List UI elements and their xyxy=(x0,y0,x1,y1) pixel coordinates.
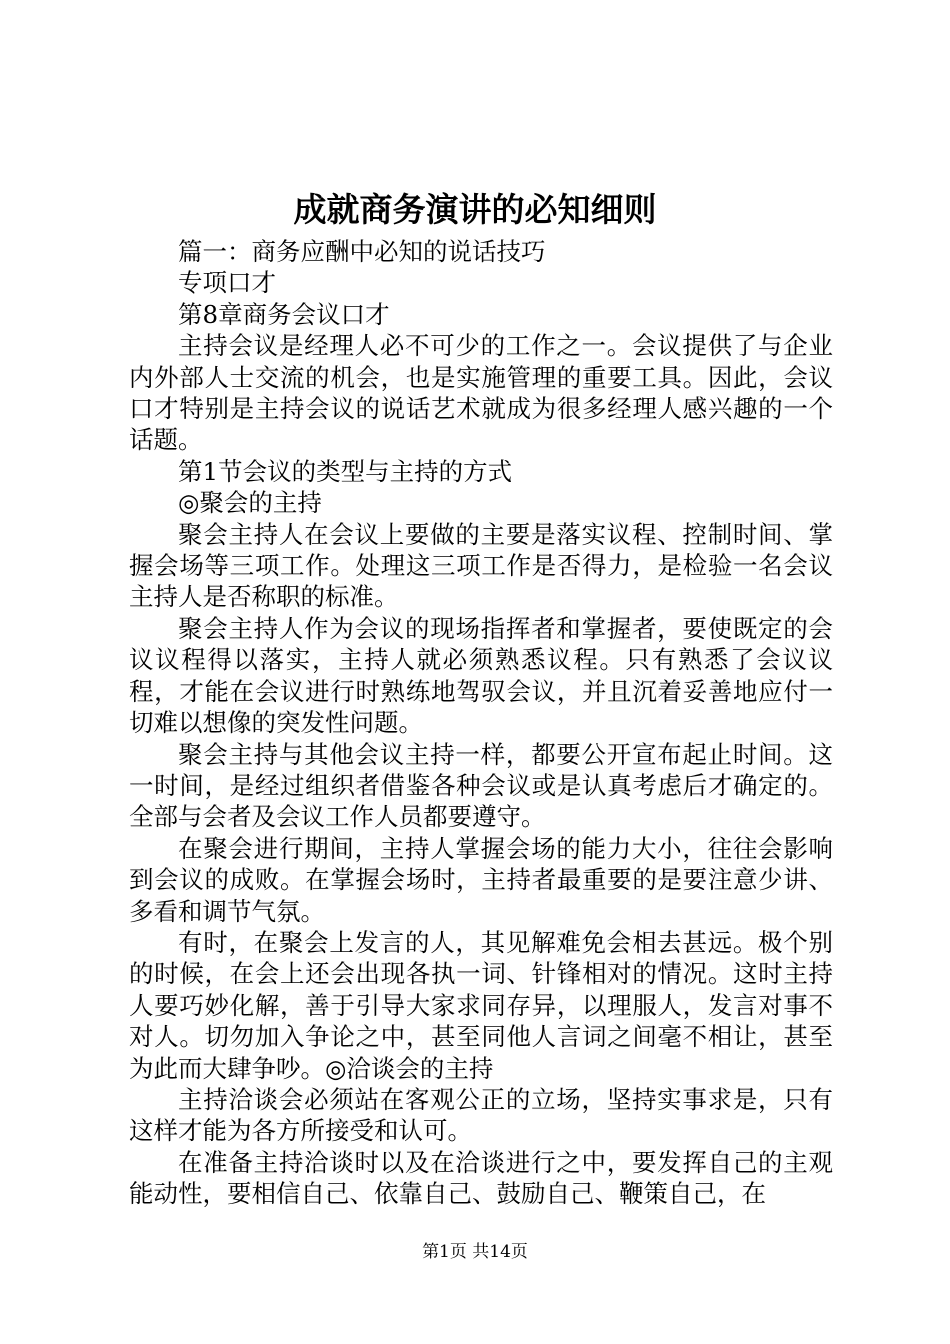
paragraph-chapter-heading: 第8章商务会议口才 xyxy=(178,299,390,329)
paragraph-subheading: 专项口才 xyxy=(178,268,276,298)
document-title: 成就商务演讲的必知细则 xyxy=(293,190,657,229)
paragraph: 有时，在聚会上发言的人，其见解难免会相去甚远。极个别的时候，在会上还会出现各执一词、针锋相对的情况。这时主持人要巧妙化解，善于引导大家求同存异，以理服人，发言对事不对人。切勿加入争论之中，甚至同他人言词之间毫不相让，甚至为此而大肆争吵。◎洽谈会的主持 xyxy=(129,927,833,1083)
paragraph-section-heading: 篇一：商务应酬中必知的说话技巧 xyxy=(178,237,546,266)
paragraph: 主持会议是经理人必不可少的工作之一。会议提供了与企业内外部人士交流的机会，也是实施管理的重要工具。因此，会议口才特别是主持会议的说话艺术就成为很多经理人感兴趣的一个话题。 xyxy=(129,331,833,455)
paragraph: 聚会主持人在会议上要做的主要是落实议程、控制时间、掌握会场等三项工作。处理这三项工作是否得力，是检验一名会议主持人是否称职的标准。 xyxy=(129,519,833,612)
paragraph: 聚会主持与其他会议主持一样，都要公开宣布起止时间。这一时间，是经过组织者借鉴各种会议或是认真考虑后才确定的。全部与会者及会议工作人员都要遵守。 xyxy=(129,739,833,832)
paragraph-section-title: 第1节会议的类型与主持的方式 xyxy=(178,456,513,486)
paragraph: 在聚会进行期间，主持人掌握会场的能力大小，往往会影响到会议的成败。在掌握会场时，主持者最重要的是要注意少讲、多看和调节气氛。 xyxy=(129,833,833,926)
paragraph: 主持洽谈会必须站在客观公正的立场，坚持实事求是，只有这样才能为各方所接受和认可。 xyxy=(129,1084,833,1146)
paragraph: 聚会主持人作为会议的现场指挥者和掌握者，要使既定的会议议程得以落实，主持人就必须熟悉议程。只有熟悉了会议议程，才能在会议进行时熟练地驾驭会议，并且沉着妥善地应付一切难以想像的突发性问题。 xyxy=(129,613,833,738)
document-body xyxy=(129,236,833,1210)
paragraph: 在准备主持洽谈时以及在洽谈进行之中，要发挥自己的主观能动性，要相信自己、依靠自己、鼓励自己、鞭策自己，在 xyxy=(129,1147,833,1209)
page-footer: 第1页 共14页 xyxy=(422,1242,528,1262)
paragraph-bullet-heading: ◎聚会的主持 xyxy=(178,488,322,518)
